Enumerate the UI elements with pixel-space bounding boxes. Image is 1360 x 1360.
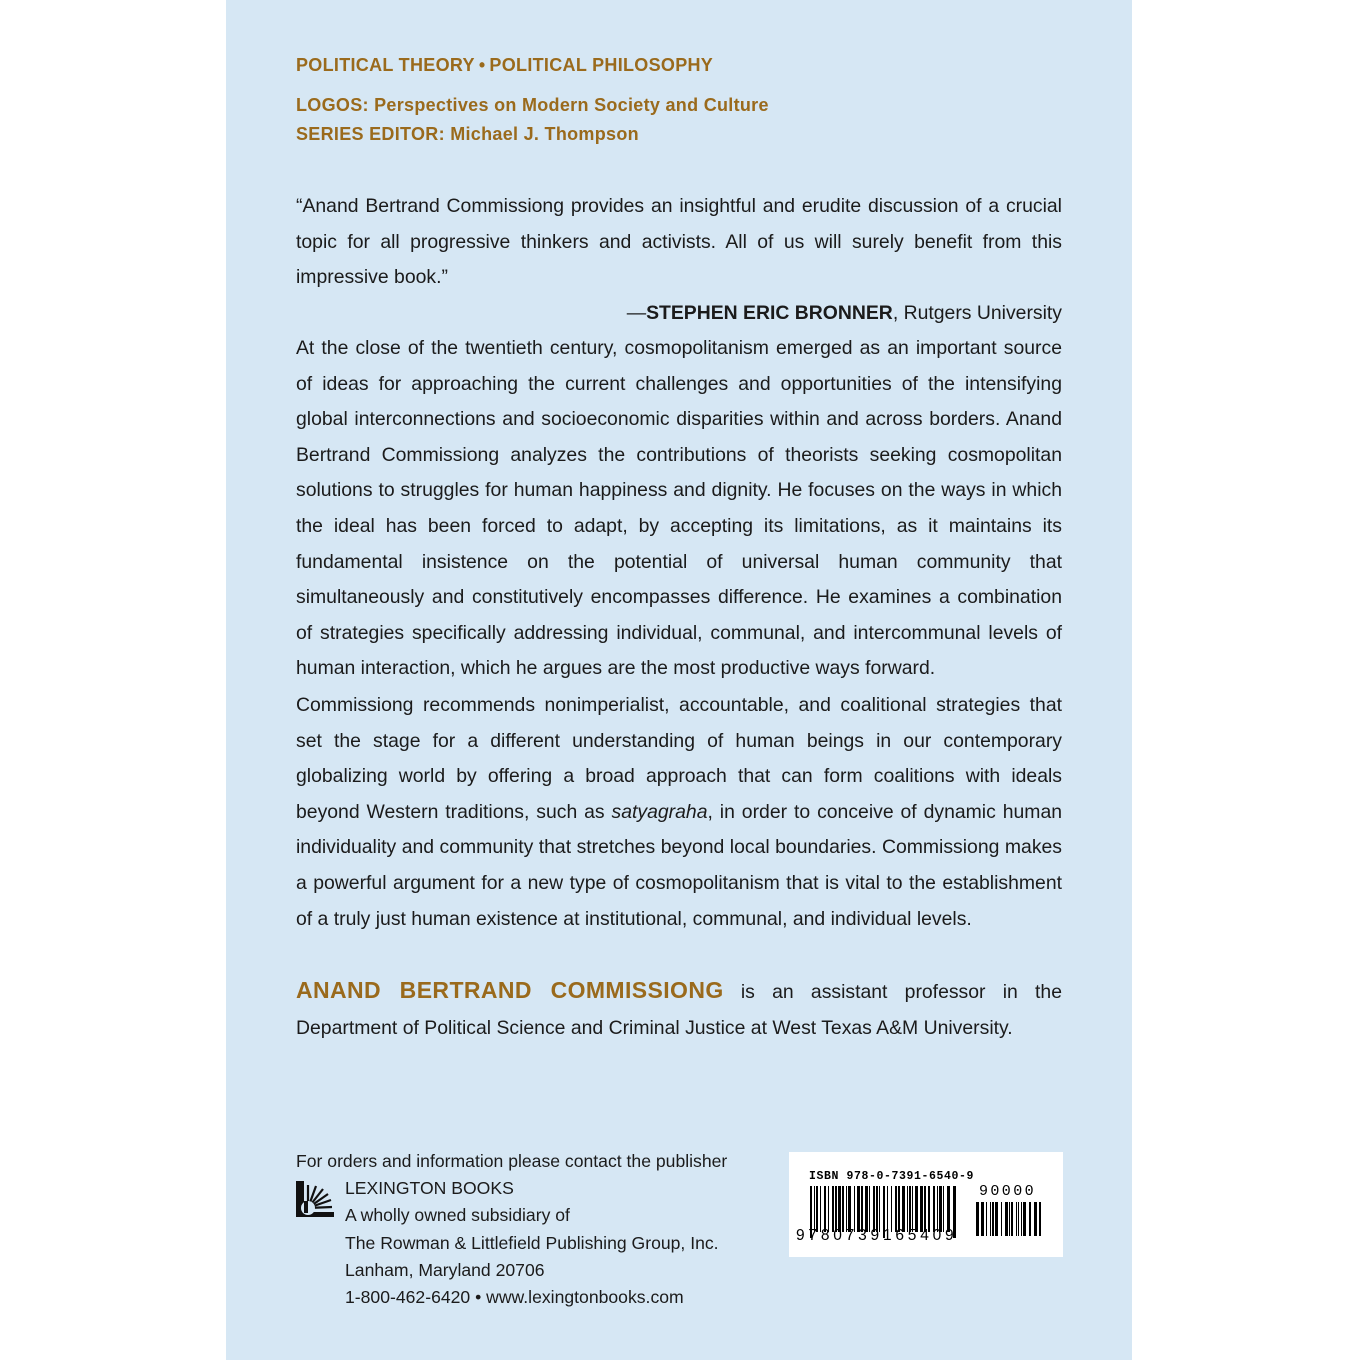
barcode-bar [1016,1202,1017,1236]
publisher-group: The Rowman & Littlefield Publishing Group, Inc. [345,1232,719,1253]
isbn-barcode [789,1152,1063,1257]
addon-barcode-bars [976,1202,1044,1242]
barcode-bar [846,1186,847,1232]
publisher-info [296,1148,756,1311]
barcode-bar [857,1186,860,1232]
endorser-affiliation: , Rutgers University [892,301,1062,324]
description-paragraph-2 [296,688,1062,937]
endorsement-blurb [296,189,1062,331]
barcode-bar [854,1186,855,1232]
endorser-name: STEPHEN ERIC BRONNER [646,301,893,324]
paragraph-2-text-end: , in order to conceive of dynamic human individuality and community that stretches beyond local boundaries. Commissiong makes a powerful argument for a new type of cosmopolitanism that is vital to the establishment of a truly just human existence at institutional, communal, and individual levels. [296,800,1063,930]
barcode-bar [912,1186,913,1232]
author-bio-text: is an assistant professor in the Department of Political Science and Criminal Justice at West Texas A&M University. [296,981,1062,1039]
barcode-bar [869,1186,870,1232]
barcode-bar [928,1186,930,1232]
barcode-bar [981,1202,984,1236]
barcode-bar [873,1186,875,1232]
barcode-bar [1005,1202,1008,1236]
barcode-bar [1039,1202,1041,1236]
barcode-bar [1001,1202,1002,1236]
description-paragraph-1: At the close of the twentieth century, cosmopolitanism emerged as an important source of ideas for approaching the current challenges and opportunities of the intensifying global interconnections and socioeconomic disparities within and across borders. Anand Bertrand Commissiong analyzes the contributions of theorists seeking cosmopolitan solutions to struggles for human happiness and dignity. He focuses on the ways in which the ideal has been forced to adapt, by accepting its limitations, as it maintains its fundamental insistence on the potential of universal human community that simultaneously and constitutively encompasses difference. He examines a combination of strategies specifically addressing individual, communal, and intercommunal levels of human interaction, which he argues are the most productive ways forward. [296,337,1062,680]
category-political-theory: POLITICAL THEORY [296,55,475,75]
barcode-bar [907,1186,908,1232]
barcode-bar [986,1202,987,1236]
barcode-bar [887,1186,888,1232]
bullet-separator: • [478,55,486,75]
barcode-bar [943,1186,944,1232]
publisher-subsidiary: A wholly owned subsidiary of [345,1205,570,1226]
barcode-bar [832,1186,834,1232]
barcode-bar [976,1202,979,1236]
author-name: ANAND BERTRAND COMMISSIONG [296,977,724,1003]
barcode-bar [902,1186,905,1232]
publisher-name: LEXINGTON BOOKS [345,1178,514,1199]
barcode-bar [1009,1202,1010,1236]
barcode-bar [824,1186,826,1232]
barcode-bar [848,1186,851,1232]
barcode-bar [939,1186,942,1232]
paragraph-2-text-start: Commissiong recommends nonimperialist, accountable, and coalitional strategies that set the stage for a different understanding of human beings in our contemporary globalizing world by offering a broad approach that can form coalitions with ideals beyond Western traditions, such as [296,694,1062,823]
isbn-text: ISBN 978-0-7391-6540-9 [809,1170,975,1183]
barcode-bar [1011,1202,1013,1236]
barcode-bar [820,1186,821,1232]
barcode-bar [898,1186,900,1232]
barcode-bar [1034,1202,1037,1236]
endorsement-attribution [296,296,1062,332]
barcode-bar [1023,1202,1026,1236]
barcode-bar [816,1186,818,1232]
price-code: 90000 [979,1183,1037,1200]
author-bio [296,973,1062,1046]
barcode-bar [924,1186,926,1232]
barcode-bar [915,1186,918,1232]
endorsement-quote: “Anand Bertrand Commissiong provides an insightful and erudite discussion of a crucial topic for all progressive thinkers and activists. All of us will surely benefit from this impressive book.” [296,195,1062,289]
publisher-address-block [296,1175,756,1311]
barcode-bar [814,1186,815,1232]
category-political-philosophy: POLITICAL PHILOSOPHY [489,55,714,75]
barcode-bar [1021,1202,1022,1236]
barcode-bar [876,1186,878,1232]
barcode-bar [838,1186,841,1232]
barcode-bar [835,1186,837,1232]
publisher-address: Lanham, Maryland 20706 [345,1259,545,1280]
barcode-bar [865,1186,868,1232]
satyagraha-term: satyagraha [611,800,708,823]
barcode-bar [909,1186,911,1232]
barcode-bar [842,1186,844,1232]
barcode-bar [995,1202,998,1236]
barcode-bar [828,1186,829,1232]
publisher-phone-web: 1-800-462-6420 • www.lexingtonbooks.com [345,1287,684,1308]
barcode-bar [1018,1202,1019,1236]
barcode-bar [891,1186,892,1232]
barcode-bar [895,1186,897,1232]
barcode-bar [947,1186,950,1232]
series-editor: SERIES EDITOR: Michael J. Thompson [296,124,639,144]
barcode-bar [933,1186,935,1232]
attribution-dash: — [626,301,647,324]
lexington-books-logo-icon [296,1181,336,1221]
barcode-bar [920,1186,923,1232]
series-title: LOGOS: Perspectives on Modern Society and Culture [296,95,769,115]
barcode-digits: 9780739165409 [796,1227,958,1244]
category-line [296,55,713,76]
contact-line: For orders and information please contact the publisher [296,1151,728,1171]
barcode-bar [861,1186,863,1232]
barcode-bar [937,1186,938,1232]
barcode-bar [992,1202,994,1236]
barcode-bar [990,1202,991,1236]
barcode-bar [879,1186,880,1232]
barcode-bar [1029,1202,1031,1236]
